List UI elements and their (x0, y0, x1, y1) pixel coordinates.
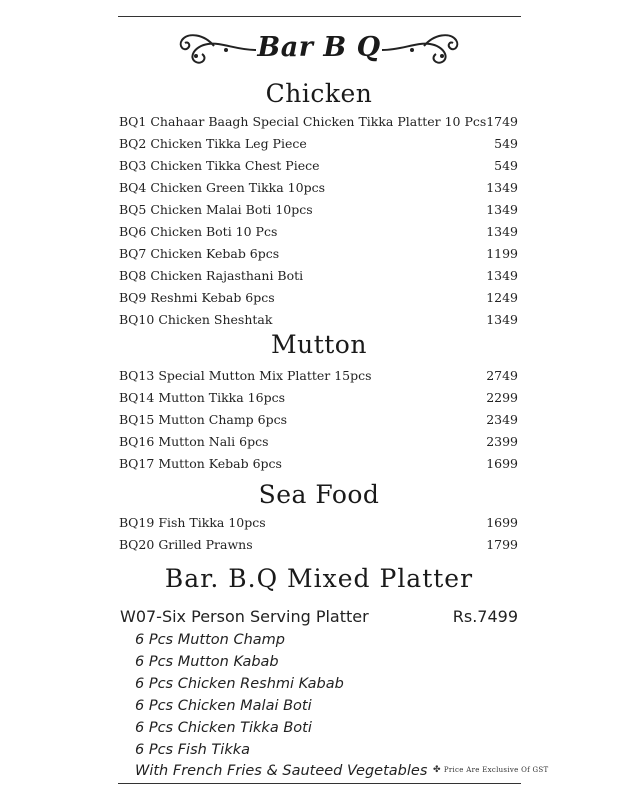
menu-item (119, 136, 518, 156)
menu-item (119, 390, 518, 410)
item-name: BQ9 Reshmi Kebab 6pcs (119, 290, 275, 305)
item-price: 1349 (486, 180, 518, 195)
item-name: BQ16 Mutton Nali 6pcs (119, 434, 269, 449)
menu-item (119, 202, 518, 222)
platter-content-item: 6 Pcs Chicken Malai Boti (135, 698, 312, 714)
item-name: BQ20 Grilled Prawns (119, 537, 253, 552)
item-price: 549 (494, 136, 518, 151)
item-name: BQ13 Special Mutton Mix Platter 15pcs (119, 368, 372, 383)
item-price: 1349 (486, 268, 518, 283)
bottom-divider (118, 783, 521, 784)
item-price: 1799 (486, 537, 518, 552)
menu-item (119, 515, 518, 535)
item-name: BQ5 Chicken Malai Boti 10pcs (119, 202, 313, 217)
item-name: BQ7 Chicken Kebab 6pcs (119, 246, 280, 261)
item-name: BQ2 Chicken Tikka Leg Piece (119, 136, 307, 151)
section-heading-chicken: Chicken (265, 79, 373, 108)
item-price: 1349 (486, 202, 518, 217)
top-divider (118, 16, 521, 17)
menu-item (119, 246, 518, 266)
platter-name: W07-Six Person Serving Platter (120, 607, 369, 626)
item-price: 1349 (486, 312, 518, 327)
item-name: BQ19 Fish Tikka 10pcs (119, 515, 266, 530)
item-name: BQ6 Chicken Boti 10 Pcs (119, 224, 278, 239)
item-price: 2399 (486, 434, 518, 449)
item-name: BQ17 Mutton Kebab 6pcs (119, 456, 282, 471)
menu-item (119, 412, 518, 432)
ornament-icon: ✤ (433, 765, 441, 775)
item-name: BQ10 Chicken Sheshtak (119, 312, 273, 327)
item-price: 1349 (486, 224, 518, 239)
menu-item (119, 268, 518, 288)
item-price: 1199 (486, 246, 518, 261)
menu-item (119, 312, 518, 332)
right-flourish-icon (380, 30, 464, 66)
gst-note (433, 765, 549, 775)
item-price: 1749 (486, 114, 518, 129)
menu-item (119, 368, 518, 388)
platter-content-item: 6 Pcs Chicken Reshmi Kabab (135, 676, 344, 692)
item-price: 2749 (486, 368, 518, 383)
menu-title: Bar B Q (257, 32, 381, 63)
menu-item (119, 434, 518, 454)
menu-item (119, 180, 518, 200)
menu-header (0, 28, 638, 72)
item-name: BQ8 Chicken Rajasthani Boti (119, 268, 304, 283)
item-name: BQ14 Mutton Tikka 16pcs (119, 390, 285, 405)
platter-price: Rs.7499 (452, 607, 518, 626)
item-name: BQ4 Chicken Green Tikka 10pcs (119, 180, 325, 195)
platter-content-item: With French Fries & Sauteed Vegetables (135, 763, 428, 779)
menu-item (119, 537, 518, 557)
menu-item (119, 114, 518, 134)
menu-item (119, 290, 518, 310)
platter-content-item: 6 Pcs Mutton Champ (135, 632, 285, 648)
item-name: BQ15 Mutton Champ 6pcs (119, 412, 288, 427)
item-price: 1699 (486, 456, 518, 471)
item-name: BQ3 Chicken Tikka Chest Piece (119, 158, 320, 173)
platter-heading: Bar. B.Q Mixed Platter (164, 564, 474, 593)
platter-content-item: 6 Pcs Mutton Kabab (135, 654, 279, 670)
item-price: 1249 (486, 290, 518, 305)
item-price: 549 (494, 158, 518, 173)
item-price: 2299 (486, 390, 518, 405)
item-price: 1699 (486, 515, 518, 530)
item-price: 2349 (486, 412, 518, 427)
section-heading-sea-food: Sea Food (258, 480, 380, 509)
menu-item (119, 224, 518, 244)
menu-item (119, 456, 518, 476)
menu-item (119, 158, 518, 178)
section-heading-mutton: Mutton (271, 330, 367, 359)
platter-content-item: 6 Pcs Fish Tikka (135, 742, 251, 758)
item-name: BQ1 Chahaar Baagh Special Chicken Tikka Platter 10 Pcs (119, 114, 487, 129)
platter-content-item: 6 Pcs Chicken Tikka Boti (135, 720, 312, 736)
gst-note-text: Price Are Exclusive Of GST (443, 766, 549, 774)
